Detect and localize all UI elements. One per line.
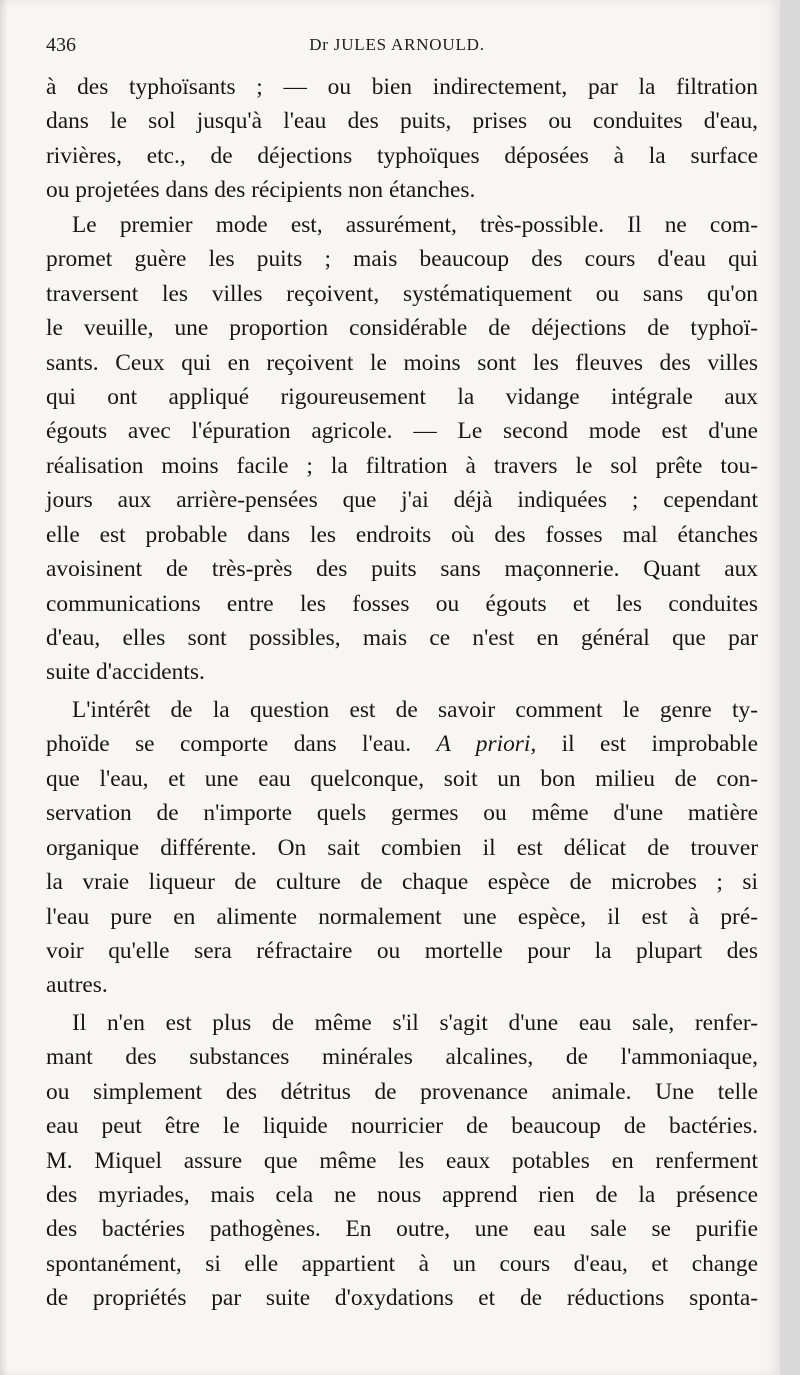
- text-line: suite d'accidents.: [46, 659, 205, 686]
- text-line-with-italic: [46, 727, 758, 761]
- text-line: à des typhoïsants ; — ou bien indirectement, par la filtration: [46, 74, 758, 100]
- text-line: ou simplement des détritus de provenance animale. Une telle: [46, 1078, 758, 1105]
- text-line: le veuille, une proportion considérable de déjections de typhoï-: [46, 315, 758, 342]
- italic-phrase: A priori,: [436, 731, 537, 758]
- scan-shadow: [0, 0, 8, 1375]
- text-line: des bactéries pathogènes. En outre, une eau sale se purifie: [46, 1216, 758, 1243]
- paragraph-first-line: Le premier mode est, assurément, très-possible. Il ne com-: [72, 211, 758, 238]
- text-line: l'eau pure en alimente normalement une espèce, il est à pré-: [46, 903, 758, 930]
- text-line: qui ont appliqué rigoureusement la vidange intégrale aux: [46, 383, 758, 410]
- text-line: dans le sol jusqu'à l'eau des puits, prises ou conduites d'eau,: [46, 108, 758, 135]
- text-line: réalisation moins facile ; la filtration à travers le sol prête tou-: [46, 452, 758, 479]
- text-line: sants. Ceux qui en reçoivent le moins sont les fleuves des villes: [46, 349, 758, 376]
- text-line: voir qu'elle sera réfractaire ou mortelle pour la plupart des: [46, 937, 758, 964]
- text-line: elle est probable dans les endroits où des fosses mal étanches: [46, 521, 758, 548]
- text-line: ou projetées dans des récipients non étanches.: [46, 177, 476, 204]
- text-line: la vraie liqueur de culture de chaque espèce de microbes ; si: [46, 869, 758, 896]
- text-line: égouts avec l'épuration agricole. — Le second mode est d'une: [46, 418, 758, 445]
- text-line: d'eau, elles sont possibles, mais ce n'est en général que par: [46, 625, 758, 651]
- body-text: [46, 70, 758, 1316]
- text-line: rivières, etc., de déjections typhoïques déposées à la surface: [46, 142, 758, 169]
- text-line: organique différente. On sait combien il est délicat de trouver: [46, 834, 758, 861]
- text-line: M. Miquel assure que même les eaux potables en renferment: [46, 1147, 758, 1174]
- text-line: promet guère les puits ; mais beaucoup des cours d'eau qui: [46, 246, 758, 273]
- running-head: [46, 34, 748, 58]
- page-number: 436: [46, 34, 76, 56]
- text-line: eau peut être le liquide nourricier de beaucoup de bactéries.: [46, 1113, 758, 1140]
- text-line: autres.: [46, 972, 108, 999]
- text-line: de propriétés par suite d'oxydations et de réductions sponta-: [46, 1285, 758, 1312]
- text-line: spontanément, si elle appartient à un cours d'eau, et change: [46, 1250, 758, 1277]
- text-line: des myriades, mais cela ne nous apprend rien de la présence: [46, 1182, 758, 1208]
- text-line: que l'eau, et une eau quelconque, soit un bon milieu de con-: [46, 765, 758, 792]
- text-line: mant des substances minérales alcalines, de l'ammoniaque,: [46, 1044, 758, 1071]
- text-line: communications entre les fosses ou égouts et les conduites: [46, 590, 758, 617]
- running-title: Dr JULES ARNOULD.: [309, 35, 485, 54]
- text-segment: phoïde se comporte dans l'eau.: [46, 731, 412, 758]
- paragraph-first-line: Il n'en est plus de même s'il s'agit d'une eau sale, renfer-: [72, 1009, 758, 1036]
- text-segment: il est improbable: [561, 731, 758, 758]
- text-line: servation de n'importe quels germes ou même d'une matière: [46, 800, 758, 827]
- text-line: traversent les villes reçoivent, systématiquement ou sans qu'on: [46, 280, 758, 307]
- text-line: avoisinent de très-près des puits sans maçonnerie. Quant aux: [46, 556, 758, 583]
- paragraph-first-line: L'intérêt de la question est de savoir comment le genre ty-: [72, 696, 758, 723]
- text-line: jours aux arrière-pensées que j'ai déjà indiquées ; cependant: [46, 487, 758, 514]
